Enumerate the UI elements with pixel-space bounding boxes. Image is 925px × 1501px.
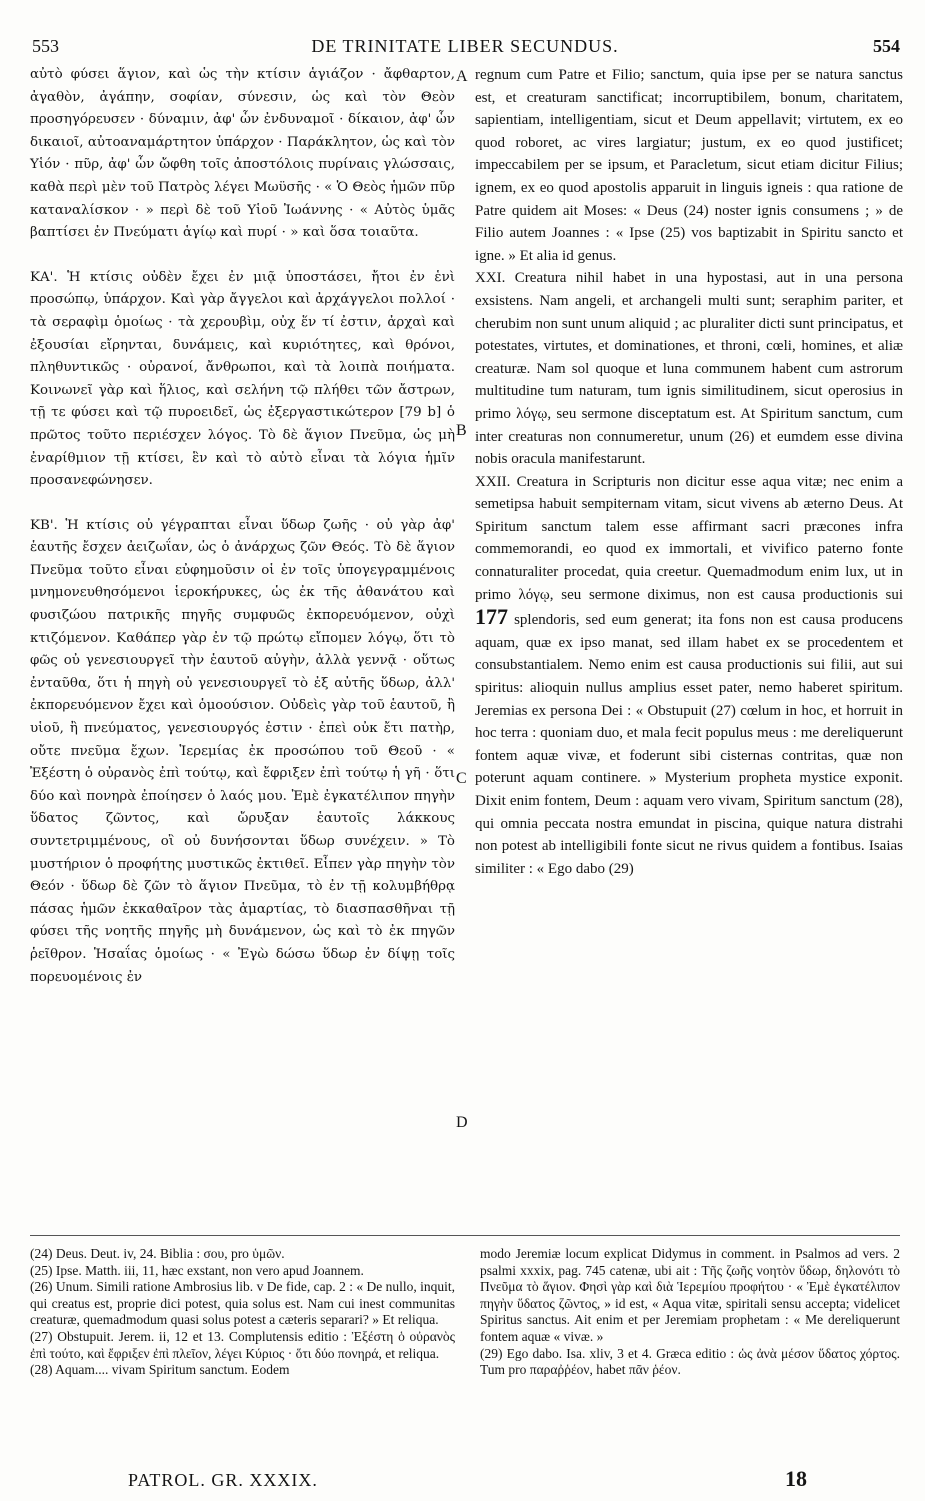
footnote-29: (29) Ego dabo. Isa. xliv, 3 et 4. Græca editio : ὡς ἀνὰ μέσον ὕδατος χόρτος. Tum pro παραῤῥέον, habet πᾶν ῥέον. [480,1345,900,1378]
margin-letter-b: B [456,422,467,439]
footnotes-right [480,1246,900,1379]
page-number-right: 554 [873,36,900,56]
margin-letter-c: C [456,770,467,787]
footnote-28: (28) Aquam.... vivam Spiritum sanctum. Eodem [30,1362,290,1378]
latin-paragraph-1: regnum cum Patre et Filio; sanctum, quia ipse per se natura sanctus est, et creaturam sanctificat; incorruptibilem, bonum, charitatem, sapientiam, intelligentiam, sicut et Deum appellavit; virtutem, ex eo quod roboret, ac vires largiatur; justum, ex eo quod justificet; impeccabilem per se ipsum, et Paracletum, sicut etiam dicitur Filius; ignem, ex eo quod apostolis apparuit in linguis igneis : qua ratione de Patre quidem ait Moses: « Deus (24) noster ignis consumens ; » de Filio autem Joannes : « Ipse (25) vos baptizabit in Spiritu sancto et igne. » Et alia id genus. [475,67,903,264]
footnote-26: (26) Unum. Simili ratione Ambrosius lib. v De fide, cap. 2 : « De nullo, inquit, qui creatus est, proprie dici potest, quia solus est. Nam cui inest communitas creaturæ, quemadmodum quasi solus potest a cæteris separari? » Et reliqua. [30,1279,455,1328]
page-number-left: 553 [32,36,59,56]
margin-letter-a: A [456,68,468,85]
footnote-27: (27) Obstupuit. Jerem. ii, 12 et 13. Complutensis editio : Ἐξέστη ὁ οὐρανὸς ἐπὶ τούτο, καὶ ἔφριξεν ἐπὶ πλεῖον, λέγει Κύριος · ὅτι δύο πονηρά, et reliqua. [30,1328,455,1361]
greek-paragraph-1: αὐτὸ φύσει ἅγιον, καὶ ὡς τὴν κτίσιν ἁγιάζον · ἄφθαρτον, ἀγαθὸν, ἀγάπην, σοφίαν, σύνεσιν, ὡς καὶ τὸν Θεὸν προσηγόρευσεν · δύναμιν, ἀφ' ὧν ἐνδυναμοῖ · δίκαιον, ἀφ' ὧν δικαιοῖ, αὐτοαναμάρτητον ὑπάρχον · Παράκλητον, ὡς καὶ τὸν Υἱόν · πῦρ, ἀφ' ὧν ὤφθη τοῖς ἀποστόλοις πυρίναις γλώσσαις, καθὰ περὶ μὲν τοῦ Πατρὸς λέγει Μωϋσῆς · « Ὁ Θεὸς ἡμῶν πῦρ καταναλίσκον · » περὶ δὲ τοῦ Υἱοῦ Ἰωάννης · « Αὐτὸς ὑμᾶς βαπτίσει ἐν Πνεύματι ἁγίῳ καὶ πυρί · » καὶ ὅσα τοιαῦτα. [30,67,455,241]
column-number-177: 177 [475,604,508,630]
latin-paragraph-22-part-a: XXII. Creatura in Scripturis non dicitur esse aqua vitæ; nec enim a semetipsa habuit sempiternam vitam, sicut vivens ab æterno Deus. At Spiritum sanctum talem esse affirmant sacri præcones infra commemorandi, eo quod ex immortali, et vivifico paterno fonte connaturaliter procedat, quia creetur. Quemadmodum enim lux, ut in primo λόγῳ, seu sermone diximus, non est causa productionis sui [475,473,903,603]
footnote-28-continued: modo Jeremiæ locum explicat Didymus in comment. in Psalmos ad vers. 2 psalmi xxxix, pag. 745 catenæ, ubi ait : Τῆς ζωῆς νοητὸν ὕδωρ, δηλονότι τὸ Πνεῦμα τὸ ἅγιον. Φησὶ γὰρ καὶ διὰ Ἱερεμίου προφήτου · « Ἐμὲ ἐγκατέλιπον πηγὴν ὕδατος ζῶντος, » id est, « Aqua vitæ, spiritali sensu accepta; videlicet Spiritus sanctus. Ait enim et per Jeremiam prophetam : « Me dereliquerunt fontem aquæ « vivæ. » [480,1246,900,1344]
margin-letter-d: D [456,1114,468,1131]
signature-page-number: 18 [785,1466,807,1491]
greek-paragraph-21: ΚΑ'. Ἡ κτίσις οὐδὲν ἔχει ἐν μιᾷ ὑποστάσει, ἤτοι ἐν ἑνὶ προσώπῳ, ὑπάρχον. Καὶ γὰρ ἄγγελοι καὶ ἀρχάγγελοι πολλοί · τὰ σεραφὶμ ὁμοίως · τὰ χερουβὶμ, οὐχ ἕν τί ἐστιν, ἀρχαὶ καὶ ἐξουσίαι εἴρηνται, δυνάμεις, καὶ κυριότητες, καὶ θρόνοι, πληθυντικῶς · οὐρανοί, ἄνθρωποι, καὶ τὰ λοιπὰ ποιήματα. Κοινωνεῖ γὰρ καὶ ἥλιος, καὶ σελήνη τῷ πλήθει τῶν ἄστρων, τῇ τε φύσει καὶ τῷ πυροειδεῖ, ὡς ἐξεργαστικώτερον [79 b] ὁ πρῶτος τοῦτο περιέσχεν λόγος. Τὸ δὲ ἅγιον Πνεῦμα, ὡς μὴ ἐναρίθμιον τῇ κτίσει, ἓν καὶ τὸ αὐτὸ εἶναι τὰ λόγια ἡμῖν προσανεφώνησεν. [30,269,455,489]
latin-paragraph-22 [475,471,903,881]
footnote-divider [30,1235,900,1236]
footnote-24: (24) Deus. Deut. iv, 24. Biblia : σου, pro ὑμῶν. [30,1246,285,1261]
running-title: DE TRINITATE LIBER SECUNDUS. [311,36,619,56]
footnotes-left [30,1246,455,1379]
latin-paragraph-21: XXI. Creatura nihil habet in una hypostasi, aut in una persona exsistens. Nam angeli, et archangeli multi sunt; seraphim pariter, et cherubim non sunt unum aliquid ; ac pluraliter dicti sunt principatus, et potestates, virtutes, et dominationes, et throni, cœli, homines, et aliæ creaturæ. Nam sol quoque et luna communem habent cum astrorum multitudine tum naturam, tum ignis similitudinem, sicut operosius in primo λόγῳ, seu sermone disceptatum est. At Spiritum sanctum, cum inter creaturas non connumeretur, unum (26) et eumdem esse divina nobis oracula manifestarunt. [475,270,903,468]
greek-paragraph-22: ΚΒ'. Ἡ κτίσις οὐ γέγραπται εἶναι ὕδωρ ζωῆς · οὐ γὰρ ἀφ' ἑαυτῆς ἔσχεν ἀειζωΐαν, ὡς ὁ ἀνάρχως ζῶν Θεός. Τὸ δὲ ἅγιον Πνεῦμα τοῦτο εἶναι εὐφημοῦσιν οἱ ἐν τοῖς ὑπογεγραμμένοις μνημονευθησόμενοι ἱεροκήρυκες, ὡς ἐκ τῆς ἀθανάτου καὶ φυσιζώου πατρικῆς πηγῆς συμφυῶς ἐκπορευόμενον, οὐχὶ κτιζόμενον. Καθάπερ γὰρ ἐν τῷ πρώτῳ εἴπομεν λόγῳ, ὅτι τὸ φῶς οὐ γενεσιουργεῖ τὴν ἑαυτοῦ αὐγὴν, ἀλλὰ γεννᾷ · οὕτως ἐνταῦθα, ὅτι ἡ πηγὴ οὐ γενεσιουργεῖ τὸ ἐξ αὐτῆς ὕδωρ, ἀλλ' ἐκπορευόμενον ἔχει καὶ ὁμοούσιον. Οὐδεὶς γὰρ τοῦ ἑαυτοῦ, ἢ υἱοῦ, ἢ πνεύματος, γενεσιουργός ἐστιν · ἐπεὶ οὐκ ἔτι πατὴρ, οὔτε πνεῦμα ἔχων. Ἱερεμίας ἐκ προσώπου τοῦ Θεοῦ · « Ἐξέστη ὁ οὐρανὸς ἐπὶ τούτῳ, καὶ ἔφριξεν ἐπὶ τούτῳ ἡ γῆ · ὅτι δύο καὶ πονηρὰ ἐποίησεν ὁ λαός μου. Ἐμὲ ἐγκατέλιπον πηγὴν ὕδατος ζῶντος, καὶ ὤρυξαν ἑαυτοῖς λάκκους συντετριμμένους, οἳ οὐ δυνήσονται ὕδωρ συνέχειν. » Τὸ μυστήριον ὁ προφήτης μυστικῶς ἐκτιθεῖ. Εἶπεν γὰρ πηγὴν τὸν Θεόν · ὕδωρ δὲ ζῶν τὸ ἅγιον Πνεῦμα, τὸ ἐν τῇ κολυμβήθρᾳ πάσας ἡμῶν ἐκκαθαῖρον τὰς ἁμαρτίας, τὸ διασπασθῆναι τῇ φύσει τῆς νοητῆς πηγῆς μὴ δυνάμενον, ὡς καὶ τὸ ἐκ πηγῶν ῥεῖθρον. Ἡσαΐας ὁμοίως · « Ἐγὼ δώσω ὕδωρ ἐν δίψῃ τοῖς πορευομένοις ἐν [30,517,455,985]
footnote-25: (25) Ipse. Matth. iii, 11, hæc exstant, non vero apud Joannem. [30,1262,364,1278]
latin-paragraph-22-part-b: splendoris, sed eum generat; ita fons non est causa producens aquam, quæ ex ipso manat, sed illam habet ex se procedentem et consubstantialem. Nemo enim est causa productionis sui filii, aut sui spiritus: alioquin nullus amplius esset pater, nemo haberet spiritum. Jeremias ex persona Dei : « Obstupuit (27) cœlum in hoc, et horruit in hoc terra : quoniam duo, et mala fecit populus meus : me dereliquerunt fontem aquæ vivæ, et foderunt sibi cisternas contritas, quæ non poterunt aquam continere. » Mysterium propheta mystice exponit. Dixit enim fontem, Deum : aquam vero vivam, Spiritum sanctum (28), qui omnia peccata nostra emundat in piscina, quique natura distrahi non potest ab intelligibili fonte sicut ne rivus quidem a fontibus. Isaias similiter : « Ego dabo (29) [475,612,904,877]
latin-column [475,64,903,880]
running-header [30,36,900,58]
series-footer: PATROL. GR. XXXIX. [128,1470,318,1490]
greek-column [30,64,455,989]
